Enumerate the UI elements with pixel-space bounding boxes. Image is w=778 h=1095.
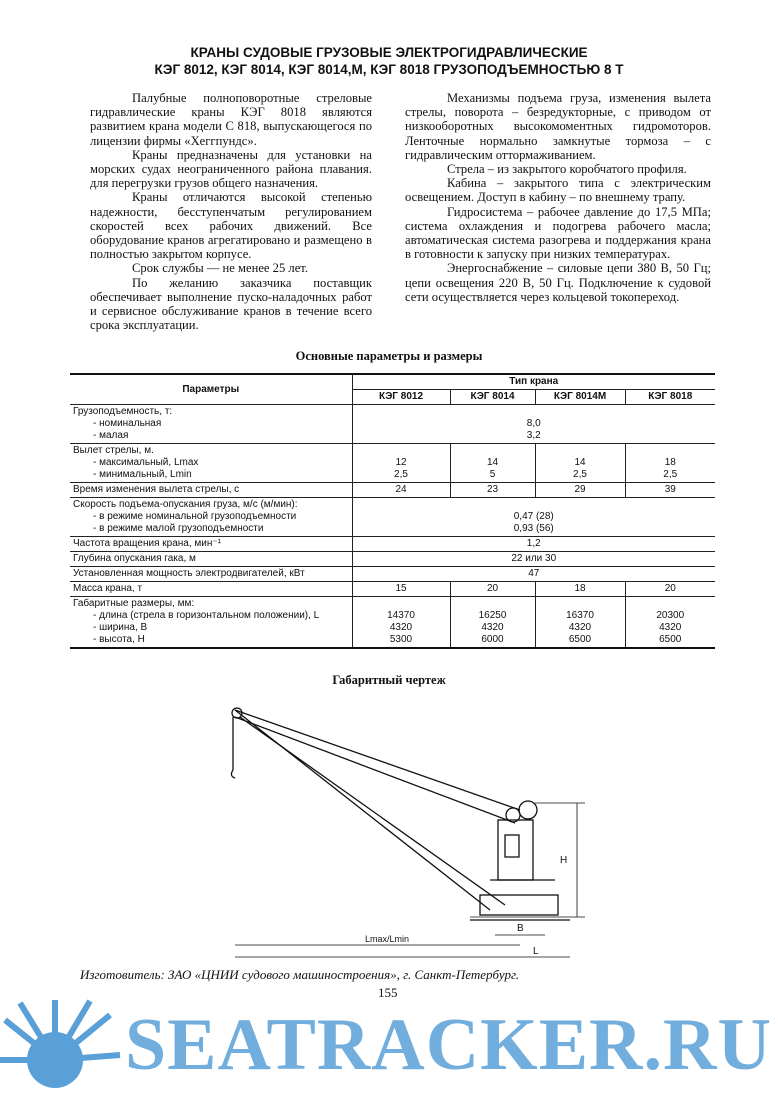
table-row — [70, 405, 715, 444]
cell: 14370 — [387, 610, 415, 621]
row-sublabel: - в режиме малой грузоподъемности — [93, 523, 264, 534]
cell: 15 — [352, 582, 450, 597]
cell: 2,5 — [573, 469, 587, 480]
cell: 16250 — [478, 610, 507, 621]
row-sublabel: - высота, H — [93, 634, 145, 645]
cell: 16370 — [566, 610, 594, 621]
cell: 4320 — [389, 622, 413, 633]
page-number: 155 — [378, 985, 398, 1000]
cell: 6500 — [659, 634, 682, 645]
paragraph: Краны отличаются высокой степенью надежности, бесступенчатым регулированием скоростей всех рабочих движений. Все оборудование кранов агрегатировано и размещено в полностью закрытом корпусе. — [90, 190, 372, 262]
table-row — [70, 483, 715, 498]
paragraph: Механизмы подъема груза, изменения вылета стрелы, поворота – безредукторные, с приводом от низкооборотных высокомоментных гидромоторов. Ленточные нормально замкнутые тормоза – с гидравлическим оттормаживанием. — [405, 91, 711, 162]
cell: 20 — [625, 582, 715, 597]
table-row — [70, 552, 715, 567]
table-row — [70, 567, 715, 582]
cell: 20 — [450, 582, 535, 597]
left-column — [90, 91, 372, 332]
paragraph: Краны предназначены для установки на морских судах неограниченного района плавания. для перегрузки грузов общего назначения. — [90, 147, 372, 191]
sun-logo-icon — [0, 995, 125, 1095]
paragraph: Кабина – закрытого типа с электрическим освещением. Доступ в кабину – по внешнему трапу. — [405, 176, 711, 205]
table-row — [70, 537, 715, 552]
table-row — [70, 444, 715, 483]
header-model: КЭГ 8014 — [450, 390, 535, 405]
row-sublabel: - минимальный, Lmin — [93, 469, 192, 480]
cell: 1,2 — [352, 537, 715, 552]
row-sublabel: - ширина, B — [93, 622, 148, 633]
parameters-table — [70, 373, 715, 649]
label-lmax-lmin: Lmax/Lmin — [365, 934, 410, 944]
header-model: КЭГ 8018 — [625, 390, 715, 405]
cell: 39 — [625, 483, 715, 498]
paragraph: Гидросистема – рабочее давление до 17,5 МПа; система охлаждения и подогрева рабочего масла; автоматическая система разогрева и поддержания крана в готовности к запуску при низких температурах. — [405, 204, 711, 262]
cell: 24 — [352, 483, 450, 498]
cell: 8,0 — [526, 418, 541, 429]
cell: 20300 — [656, 610, 685, 621]
cell: 0,93 (56) — [513, 523, 554, 534]
label-l: L — [533, 946, 539, 957]
drawing-title: Габаритный чертеж — [332, 673, 446, 687]
cell: 2,5 — [394, 469, 408, 480]
cell: 4320 — [481, 622, 504, 633]
cell: 0,47 (28) — [513, 511, 554, 522]
row-sublabel: - длина (стрела в горизонтальном положении), L — [93, 610, 320, 621]
paragraph: Срок службы — не менее 25 лет. — [132, 261, 308, 276]
cell: 4320 — [568, 622, 592, 633]
cell: 12 — [395, 457, 407, 468]
row-label: Масса крана, т — [70, 582, 352, 597]
title-line-1: КРАНЫ СУДОВЫЕ ГРУЗОВЫЕ ЭЛЕКТРОГИДРАВЛИЧЕСКИЕ — [190, 45, 588, 60]
table-row — [70, 597, 715, 649]
table-title: Основные параметры и размеры — [295, 349, 483, 363]
row-label: Установленная мощность электродвигателей, кВт — [70, 567, 352, 582]
cell: 5300 — [389, 634, 413, 645]
paragraph: По желанию заказчика поставщик обеспечивает выполнение пуско-наладочных работ и сервисное обслуживание кранов в течение всего срока эксплуатации. — [90, 275, 372, 333]
header-params: Параметры — [70, 374, 352, 405]
row-label: Частота вращения крана, мин⁻¹ — [70, 537, 352, 552]
cell: 4320 — [659, 622, 682, 633]
cell: 29 — [535, 483, 625, 498]
page-title — [0, 44, 778, 78]
row-sublabel: - малая — [93, 430, 129, 441]
paragraph: Палубные полноповоротные стреловые гидравлические краны КЭГ 8018 являются развитием крана модели С 818, выпускающегося по лицензии фирмы «Хеггпундс». — [90, 91, 372, 148]
cell: 23 — [450, 483, 535, 498]
cell: 47 — [352, 567, 715, 582]
cell: 5 — [489, 469, 496, 480]
watermark: SEATRACKER.RU — [125, 1004, 772, 1086]
header-type: Тип крана — [352, 374, 715, 390]
table-row — [70, 498, 715, 537]
cell: 18 — [535, 582, 625, 597]
cell: 2,5 — [663, 469, 678, 480]
manufacturer-footer: Изготовитель: ЗАО «ЦНИИ судового машиностроения», г. Санкт-Петербург. — [80, 967, 520, 982]
label-b: B — [517, 923, 524, 934]
row-label: Вылет стрелы, м. — [73, 445, 154, 456]
right-column — [405, 91, 711, 304]
row-label: Глубина опускания гака, м — [70, 552, 352, 567]
paragraph: Энергоснабжение – силовые цепи 380 В, 50 Гц; цепи освещения 220 В, 50 Гц. Подключение к судовой сети осуществляется через кольцевой токопереход. — [405, 261, 711, 304]
cell: 18 — [664, 457, 676, 468]
row-sublabel: - номинальная — [93, 418, 162, 429]
header-model: КЭГ 8012 — [352, 390, 450, 405]
label-h: H — [560, 855, 568, 866]
paragraph: Стрела – из закрытого коробчатого профиля. — [447, 162, 687, 177]
row-sublabel: - в режиме номинальной грузоподъемности — [93, 511, 297, 522]
cell: 3,2 — [526, 430, 541, 441]
row-label: Время изменения вылета стрелы, с — [70, 483, 352, 498]
title-line-2: КЭГ 8012, КЭГ 8014, КЭГ 8014,М, КЭГ 8018 ГРУЗОПОДЪЕМНОСТЬЮ 8 Т — [154, 62, 624, 77]
header-model: КЭГ 8014М — [535, 390, 625, 405]
cell: 14 — [574, 457, 586, 468]
row-label: Скорость подъема-опускания груза, м/с (м/мин): — [73, 499, 298, 510]
cell: 14 — [486, 457, 499, 468]
row-label: Грузоподъемность, т: — [73, 406, 173, 417]
table-row — [70, 582, 715, 597]
cell: 22 или 30 — [352, 552, 715, 567]
row-sublabel: - максимальный, Lmax — [93, 457, 199, 468]
cell: 6500 — [568, 634, 592, 645]
cell: 6000 — [481, 634, 504, 645]
row-label: Габаритные размеры, мм: — [73, 598, 195, 609]
crane-drawing — [215, 695, 595, 963]
